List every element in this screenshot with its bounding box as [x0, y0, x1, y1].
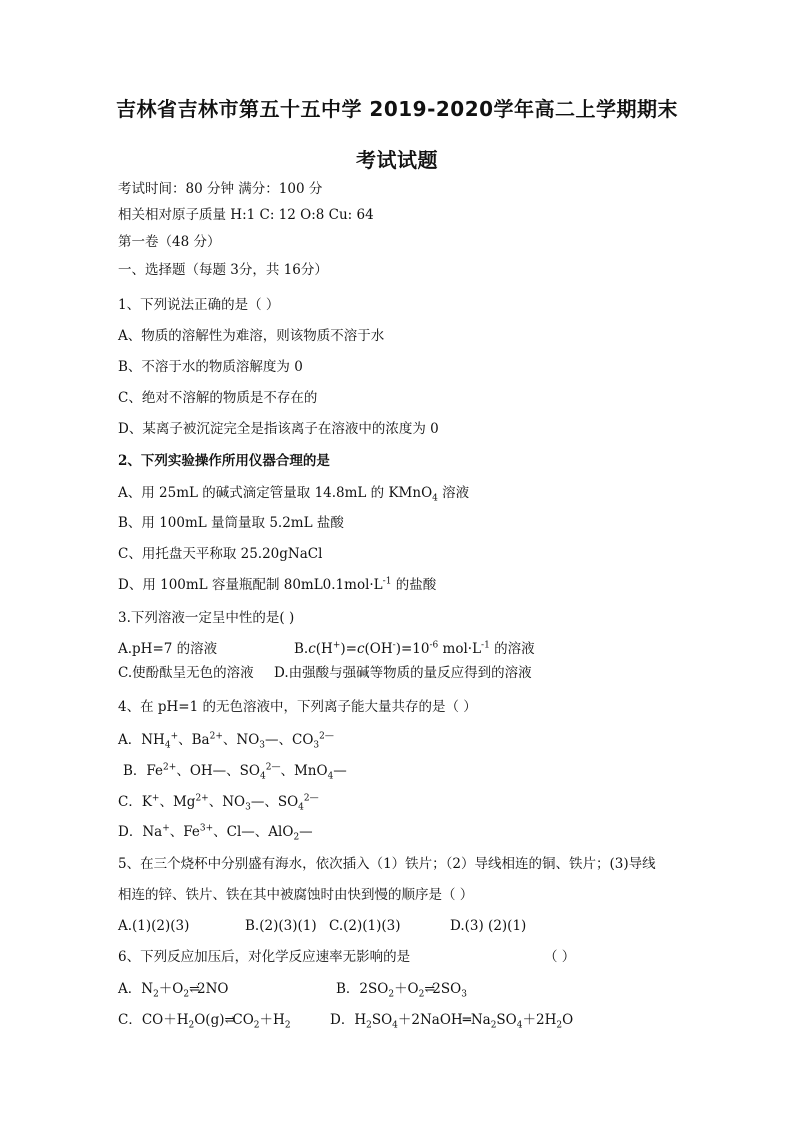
q2-d-text: D、用 100mL 容量瓶配制 80mL0.1mol·L — [118, 577, 383, 593]
q3-b-1: B. — [294, 641, 309, 657]
q1-option-b: B、不溶于水的物质溶解度为 0 — [118, 359, 303, 375]
q6d-9: 2 — [556, 1020, 563, 1031]
atomic-mass: 相关相对原子质量 H:1 C: 12 O:8 Cu: 64 — [118, 207, 374, 223]
q4a-8: 、CO — [278, 732, 314, 748]
q3-b-2: c — [308, 641, 316, 657]
q4d-6: — — [299, 824, 313, 840]
q3-option-c: C.使酚酞呈无色的溶液 — [118, 665, 254, 681]
equilibrium-arrow-icon: ⇌ — [189, 982, 198, 997]
q6-option-d — [330, 1012, 574, 1031]
q4d-4: 、Cl—、AlO — [213, 824, 294, 840]
q2-stem: 2、下列实验操作所用仪器合理的是 — [118, 453, 330, 469]
q4-option-b — [123, 762, 347, 782]
q3-options-cd — [118, 665, 532, 681]
q4c-3: 2+ — [195, 793, 209, 804]
q6a-2: ＋O — [158, 981, 184, 997]
q2-a-sub: 4 — [432, 493, 438, 504]
q4d-0: D．Na — [118, 824, 163, 840]
q6d-5: 2 — [490, 1020, 497, 1031]
q3-b-13: 的溶液 — [489, 641, 535, 657]
q3-b-9: )=10 — [395, 641, 430, 657]
q6d-0: D．H — [330, 1012, 367, 1028]
q6-options-cd — [118, 1012, 573, 1029]
q4-option-d — [118, 823, 313, 843]
volume-heading: 第一卷（48 分） — [118, 234, 221, 250]
q4c-7: 、SO — [264, 794, 299, 810]
q3-option-a: A.pH=7 的溶液 — [118, 641, 218, 657]
q4a-6: 3 — [259, 740, 266, 751]
q4b-7: — — [333, 763, 347, 779]
q6b-3: 2 — [418, 989, 425, 1000]
q3-option-d: D.由强酸与强碱等物质的量反应得到的溶液 — [274, 665, 532, 681]
q6d-6: SO — [496, 1012, 517, 1028]
q6b-1: 2 — [388, 989, 395, 1000]
q3-stem: 3.下列溶液一定呈中性的是( ) — [118, 610, 295, 626]
q5-stem-line-1: 5、在三个烧杯中分别盛有海水，依次插入（1）铁片；（2）导线相连的铜、铁片；(3)导线 — [118, 856, 656, 872]
q4c-4: 、NO — [208, 794, 246, 810]
q4c-1: + — [151, 793, 160, 804]
q3-b-6: c — [356, 641, 365, 657]
q3-option-b — [294, 641, 535, 657]
q6c-5: ＋H — [259, 1012, 285, 1028]
q6b-2: ＋O — [394, 981, 419, 997]
q5-option-a: A.(1)(2)(3) — [118, 918, 190, 934]
q2-option-a — [118, 485, 470, 504]
q4c-2: 、Mg — [159, 794, 196, 810]
q6c-6: 2 — [284, 1020, 291, 1031]
q3-b-8: - — [392, 640, 396, 651]
q4c-5: 3 — [245, 802, 251, 813]
q6c-0: C．CO＋H — [118, 1012, 189, 1028]
q4a-4: 2+ — [209, 731, 223, 742]
q6-option-c — [118, 1012, 330, 1029]
q2-option-c: C、用托盘天平称取 25.20gNaCl — [118, 546, 323, 562]
q6c-3: CO — [232, 1012, 254, 1028]
q4c-0: C．K — [118, 794, 152, 810]
q4d-5: 2 — [293, 832, 300, 843]
q6d-4: ＋2NaOH═Na — [397, 1012, 491, 1028]
q4b-3: 4 — [260, 771, 266, 782]
q6-option-a — [118, 981, 336, 998]
q3-options-ab — [118, 641, 535, 657]
q4d-2: 、Fe — [169, 824, 200, 840]
equilibrium-arrow-icon: ⇌ — [224, 1013, 233, 1028]
q6-answer-paren: （ ） — [544, 949, 576, 965]
q4a-3: 、Ba — [178, 732, 210, 748]
q5-option-c: C.(2)(1)(3) — [329, 918, 401, 934]
q1-option-a: A、物质的溶解性为难溶，则该物质不溶于水 — [118, 328, 385, 344]
q4b-4: 2— — [265, 762, 281, 773]
q6d-1: 2 — [366, 1020, 372, 1031]
q4a-10: 2— — [319, 731, 334, 742]
q6d-10: O — [562, 1012, 574, 1028]
q6-options-ab — [118, 981, 467, 998]
q3-b-12: -1 — [481, 640, 490, 651]
q1-option-c: C、绝对不溶解的物质是不存在的 — [118, 390, 318, 406]
q6c-2: O(g) — [194, 1012, 225, 1028]
q4-option-a — [118, 731, 334, 751]
q2-d-sup: -1 — [382, 576, 392, 587]
q2-option-d — [118, 577, 436, 593]
q4c-6: — — [250, 794, 265, 810]
q4c-9: 2— — [303, 793, 319, 804]
q4-stem: 4、在 pH=1 的无色溶液中，下列离子能大量共存的是（ ） — [118, 699, 477, 715]
exam-info: 考试时间：80 分钟 满分：100 分 — [118, 181, 323, 197]
q6c-4: 2 — [253, 1020, 260, 1031]
q5-options — [118, 918, 526, 934]
title-line-2: 考试试题 — [356, 148, 438, 172]
q1-stem: 1、下列说法正确的是（ ） — [118, 297, 280, 313]
q4a-0: A．NH — [118, 732, 165, 748]
q4c-8: 4 — [298, 802, 304, 813]
q6a-4: 2NO — [197, 981, 229, 997]
q4-option-c — [118, 793, 319, 813]
q6c-1: 2 — [188, 1020, 195, 1031]
q2-option-b: B、用 100mL 量筒量取 5.2mL 盐酸 — [118, 515, 344, 531]
q6d-8: ＋2H — [522, 1012, 557, 1028]
q6-stem: 6、下列反应加压后，对化学反应速率无影响的是 — [118, 949, 411, 965]
q2-d-tail: 的盐酸 — [391, 577, 437, 593]
q6b-5: 3 — [461, 989, 467, 1000]
q4b-0: B．Fe — [123, 763, 164, 779]
q1-option-d: D、某离子被沉淀完全是指该离子在溶液中的浓度为 0 — [118, 421, 439, 437]
title-line-1: 吉林省吉林市第五十五中学 2019-2020学年高二上学期期末 — [115, 97, 679, 121]
q3-b-7: (OH — [364, 641, 393, 657]
q6d-7: 4 — [516, 1020, 523, 1031]
q3-b-11: mol·L — [438, 641, 482, 657]
q6b-0: B．2SO — [336, 981, 389, 997]
q3-b-5: )= — [340, 641, 357, 657]
equilibrium-arrow-icon: ⇌ — [424, 982, 433, 997]
q3-b-3: (H — [315, 641, 333, 657]
q4a-5: 、NO — [222, 732, 260, 748]
q6a-1: 2 — [153, 989, 159, 1000]
q2-a-text: A、用 25mL 的碱式滴定管量取 14.8mL 的 KMnO — [118, 485, 433, 501]
q5-option-b: B.(2)(3)(1) — [245, 918, 317, 934]
q4d-1: + — [162, 823, 170, 834]
q3-b-10: -6 — [429, 640, 439, 651]
q5-stem-line-2: 相连的锌、铁片、铁在其中被腐蚀时由快到慢的顺序是（ ） — [118, 887, 474, 903]
q4a-7: — — [265, 732, 279, 748]
q6d-2: SO — [371, 1012, 393, 1028]
section-heading: 一、选择题（每题 3分，共 16分） — [118, 262, 328, 278]
q4a-2: + — [170, 731, 179, 742]
q2-a-tail: 溶液 — [437, 485, 470, 501]
q4d-3: 3+ — [199, 823, 214, 834]
q6a-3: 2 — [183, 989, 190, 1000]
q4b-5: 、MnO — [280, 763, 328, 779]
q4a-1: 4 — [164, 740, 171, 751]
q6-option-b — [336, 981, 467, 1000]
q3-b-4: + — [332, 640, 341, 651]
q4b-1: 2+ — [163, 762, 177, 773]
q6a-0: A．N — [118, 981, 154, 997]
q6d-3: 4 — [392, 1020, 398, 1031]
q6b-4: 2SO — [432, 981, 462, 997]
q4a-9: 3 — [313, 740, 320, 751]
q5-option-d: D.(3) (2)(1) — [450, 918, 527, 934]
q4b-2: 、OH—、SO — [176, 763, 260, 779]
q4b-6: 4 — [327, 771, 334, 782]
